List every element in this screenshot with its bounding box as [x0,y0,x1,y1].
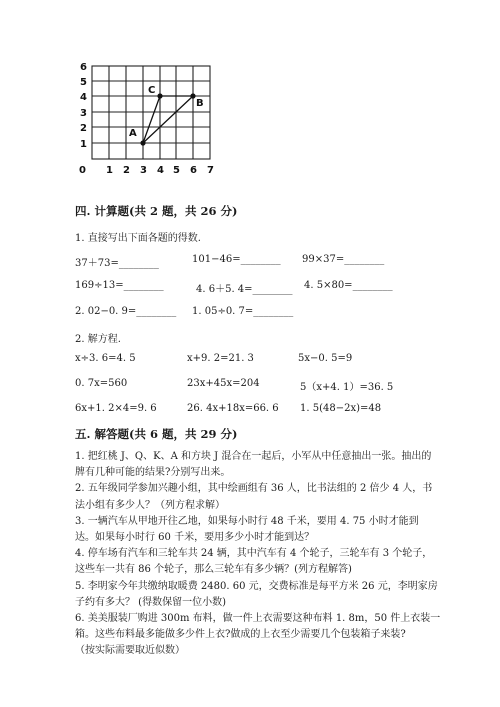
problem-line: 4. 停车场有汽车和三轮车共 24 辆，其中汽车有 4 个轮子，三轮车有 3 个轮子， [75,548,433,560]
calc-item: 37＋73=________ [75,258,159,269]
question-1-prompt: 1. 直接写出下面各题的得数. [75,233,201,244]
y-axis-labels [80,62,87,150]
problem-line: 达。如果每小时行 60 千米，要用多少小时才能到达？ [75,532,315,544]
y-tick-label: 4 [80,92,87,103]
y-tick-label: 3 [80,108,87,119]
y-tick-label: 6 [80,62,87,73]
question-2-prompt: 2. 解方程. [75,334,121,345]
calc-item: 99×37=________ [302,254,385,265]
calc-item: 169÷13=________ [75,280,164,291]
calc-item: 4. 5×80=________ [304,280,393,291]
equation-item: 0. 7x=560 [75,378,128,389]
x-tick-label: 4 [157,165,164,176]
problem-line: 箱。这些布料最多能做多少件上衣?做成的上衣至少需要几个包装箱子来装? [75,629,406,641]
equation-item: x+9. 2=21. 3 [187,353,254,364]
equation-item: 1. 5(48−2x)=48 [300,403,382,414]
point-a [140,140,145,145]
equation-item: 6x+1. 2×4=9. 6 [75,403,157,414]
point-label-b: B [196,98,204,109]
point-c [157,93,162,98]
equation-item: 5x−0. 5=9 [298,353,353,364]
coordinate-grid-figure [62,55,222,180]
equation-item: 26. 4x+18x=66. 6 [187,403,279,414]
problem-line: 法小组有多少人？（列方程求解） [75,499,225,511]
problem-line: 子约有多大？ (得数保留一位小数) [75,596,226,608]
section5-title: 五. 解答题(共 6 题，共 29 分) [75,427,238,441]
grid-lines [92,66,210,159]
problem-line: （按实际需要取近似数） [75,645,185,657]
problem-line: 1. 把红桃 J、Q、K、A 和方块 J 混合在一起后，小军从中任意抽出一张。抽出的 [75,451,432,462]
x-axis-labels [79,165,214,176]
problem-line: 3. 一辆汽车从甲地开往乙地，如果每小时行 48 千米，要用 4. 75 小时才能到 [75,515,419,527]
y-tick-label: 1 [80,139,87,150]
y-tick-label: 2 [80,123,87,134]
x-tick-label: 3 [140,165,147,176]
x-tick-label: 2 [123,165,130,176]
equation-item: x÷3. 6=4. 5 [75,353,136,364]
x-tick-label: 0 [79,165,86,176]
equation-item: 23x+45x=204 [187,378,260,389]
calc-item: 4. 6＋5. 4=________ [196,284,293,295]
equation-item: 5（x+4. 1）=36. 5 [300,382,394,393]
calc-item: 2. 02−0. 9=________ [75,306,177,317]
x-tick-label: 1 [106,165,113,176]
problem-line: 5. 李明家今年共缴纳取暖费 2480. 60 元，交费标准是每平方米 26 元，李明家房 [75,580,438,592]
problem-line: 这些车一共有 86 个轮子，那么三轮车有多少辆？(列方程解答) [75,564,352,576]
triangle-abc [143,96,193,143]
point-label-a: A [129,128,137,139]
x-tick-label: 5 [173,165,180,176]
x-tick-label: 6 [190,165,197,176]
y-tick-label: 5 [80,77,87,88]
word-problems [75,449,441,660]
calc-item: 1. 05÷0. 7=________ [192,306,294,317]
problem-line: 6. 美美服装厂购进 300m 布料，做一件上衣需要这种布料 1. 8m，50 件上衣装一 [75,613,441,625]
section4-title: 四. 计算题(共 2 题，共 26 分) [75,204,238,218]
point-label-c: C [148,85,156,96]
problem-line: 2. 五年级同学参加兴趣小组，其中绘画组有 36 人，比书法组的 2 倍少 4 人，书 [75,483,433,495]
point-b [190,93,195,98]
problem-line: 牌有几种可能的结果?分别写出来。 [75,467,231,479]
calc-item: 101−46=________ [192,254,281,265]
x-tick-label: 7 [207,165,214,176]
